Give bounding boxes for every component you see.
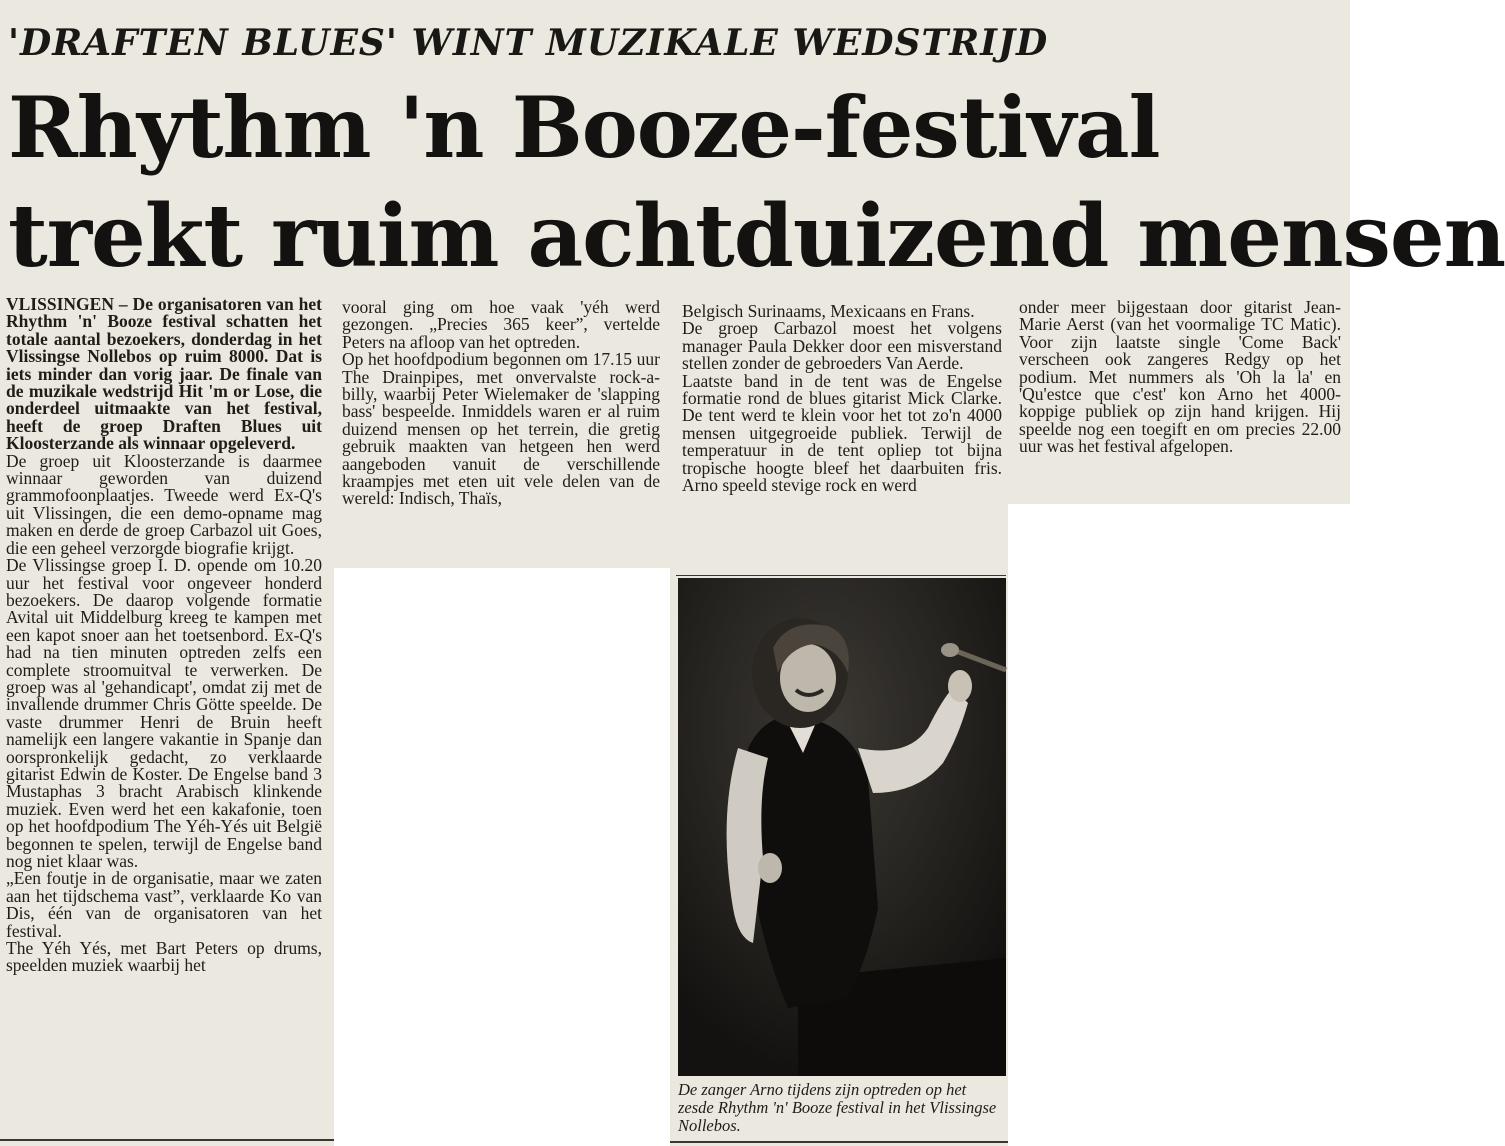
headline-line-1: Rhythm 'n Booze-festival xyxy=(8,78,1160,177)
paragraph: De Vlissingse groep I. D. opende om 10.20 uur het festival voor ongeveer honderd bezoekers. De daarop volgende formatie Avital uit Middelburg kreeg te kampen met een kapot snoer aan het toetsenbord. Ex-Q's had na tien minuten optreden zelfs een complete stroomuitval te verwerken. De groep was al 'gehandicapt', omdat zij met de invallende drummer Chris Götte speelde. De vaste drummer Henri de Bruin heeft namelijk een langere vakantie in Spanje dan oorspronkelijk gedacht, zo verklaarde gitarist Edwin de Koster. De Engelse band 3 Mustaphas 3 bracht Arabisch klinkende muziek. Even werd het een kakafonie, toen op het hoofdpodium The Yéh-Yés uit België begonnen te spelen, terwijl de Engelse band nog niet klaar was. xyxy=(6,555,322,871)
paragraph: Belgisch Surinaams, Mexicaans en Frans. xyxy=(682,301,975,321)
paragraph: „Een foutje in de organisatie, maar we zaten aan het tijdschema vast”, verklaarde Ko van Dis, één van de organisatoren van het festival. xyxy=(6,868,322,941)
paragraph: onder meer bijgestaan door gitarist Jean-Marie Aerst (van het voormalige TC Matic). Voor zijn laatste single 'Come Back' verscheen ook zangeres Redgy op het podium. Met nummers als 'Oh la la' en 'Qu'estce que c'est' kon Arno het 4000-koppige publiek op zijn hand krijgen. Hij speelde nog een toegift en om precies 22.00 uur was het festival afgelopen. xyxy=(1019,297,1341,457)
caption-bottom-rule xyxy=(670,1141,1008,1143)
photo-top-rule xyxy=(676,575,1006,576)
paragraph: Op het hoofdpodium begonnen om 17.15 uur The Drainpipes, met onvervalste rock-a-billy, waarbij Peter Wielemaker de 'slapping bass' bespeelde. Inmiddels waren er al ruim duizend mensen op het terrein, die gretig gebruik maakten van hetgeen hen werd aangeboden vanuit de verschillende kraampjes met eten uit vele delen van de wereld: Indisch, Thaïs, xyxy=(342,349,660,509)
column-bottom-rule xyxy=(0,1139,334,1141)
article-column-3 xyxy=(682,303,1002,494)
paragraph: De groep uit Kloosterzande is daarmee winnaar geworden van duizend grammofoonplaatjes. Tweede werd Ex-Q's uit Vlissingen, die een demo-opname mag maken en derde de groep Carbazol uit Goes, die een geheel verzorgde biografie krijgt. xyxy=(6,450,322,558)
paragraph: The Yéh Yés, met Bart Peters op drums, speelden muziek waarbij het xyxy=(6,938,322,976)
concert-photo xyxy=(678,578,1006,1076)
paragraph: vooral ging om hoe vaak 'yéh werd gezongen. „Precies 365 keer”, vertelde Peters na afloop van het optreden. xyxy=(342,297,660,352)
paragraph: De groep Carbazol moest het volgens manager Paula Dekker door een misverstand stellen zonder de gebroeders Van Aerde. xyxy=(682,318,1002,374)
article-kicker: 'DRAFTEN BLUES' WINT MUZIKALE WEDSTRIJD xyxy=(8,22,1049,64)
article-lead: VLISSINGEN – De organisatoren van het Rhythm 'n' Booze festival schatten het totale aantal bezoekers, donderdag in het Vlissingse Nollebos op ruim 8000. Dat is iets minder dan vorig jaar. De finale van de muzikale wedstrijd Hit 'm or Lose, die onderdeel uitmaakte van het festival, heeft de groep Draften Blues uit Kloosterzande als winnaar opgeleverd. xyxy=(6,294,322,454)
article-column-2 xyxy=(342,299,660,508)
paragraph: Laatste band in de tent was de Engelse formatie rond de blues gitarist Mick Clarke. De tent werd te klein voor het tot zo'n 4000 mensen uitgegroeide publiek. Terwijl de temperatuur in de tent opliep tot bijna tropische hoogte bleef het daarbuiten fris. Arno speeld stevige rock en werd xyxy=(682,370,1002,496)
headline-line-2: trekt ruim achtduizend mensen xyxy=(8,186,1505,287)
photo-caption: De zanger Arno tijdens zijn optreden op het zesde Rhythm 'n' Booze festival in het Vlissingse Nollebos. xyxy=(678,1080,997,1135)
article-column-1 xyxy=(6,296,322,975)
article-column-4 xyxy=(1019,299,1341,456)
singer-photo-illustration xyxy=(678,578,1006,1076)
